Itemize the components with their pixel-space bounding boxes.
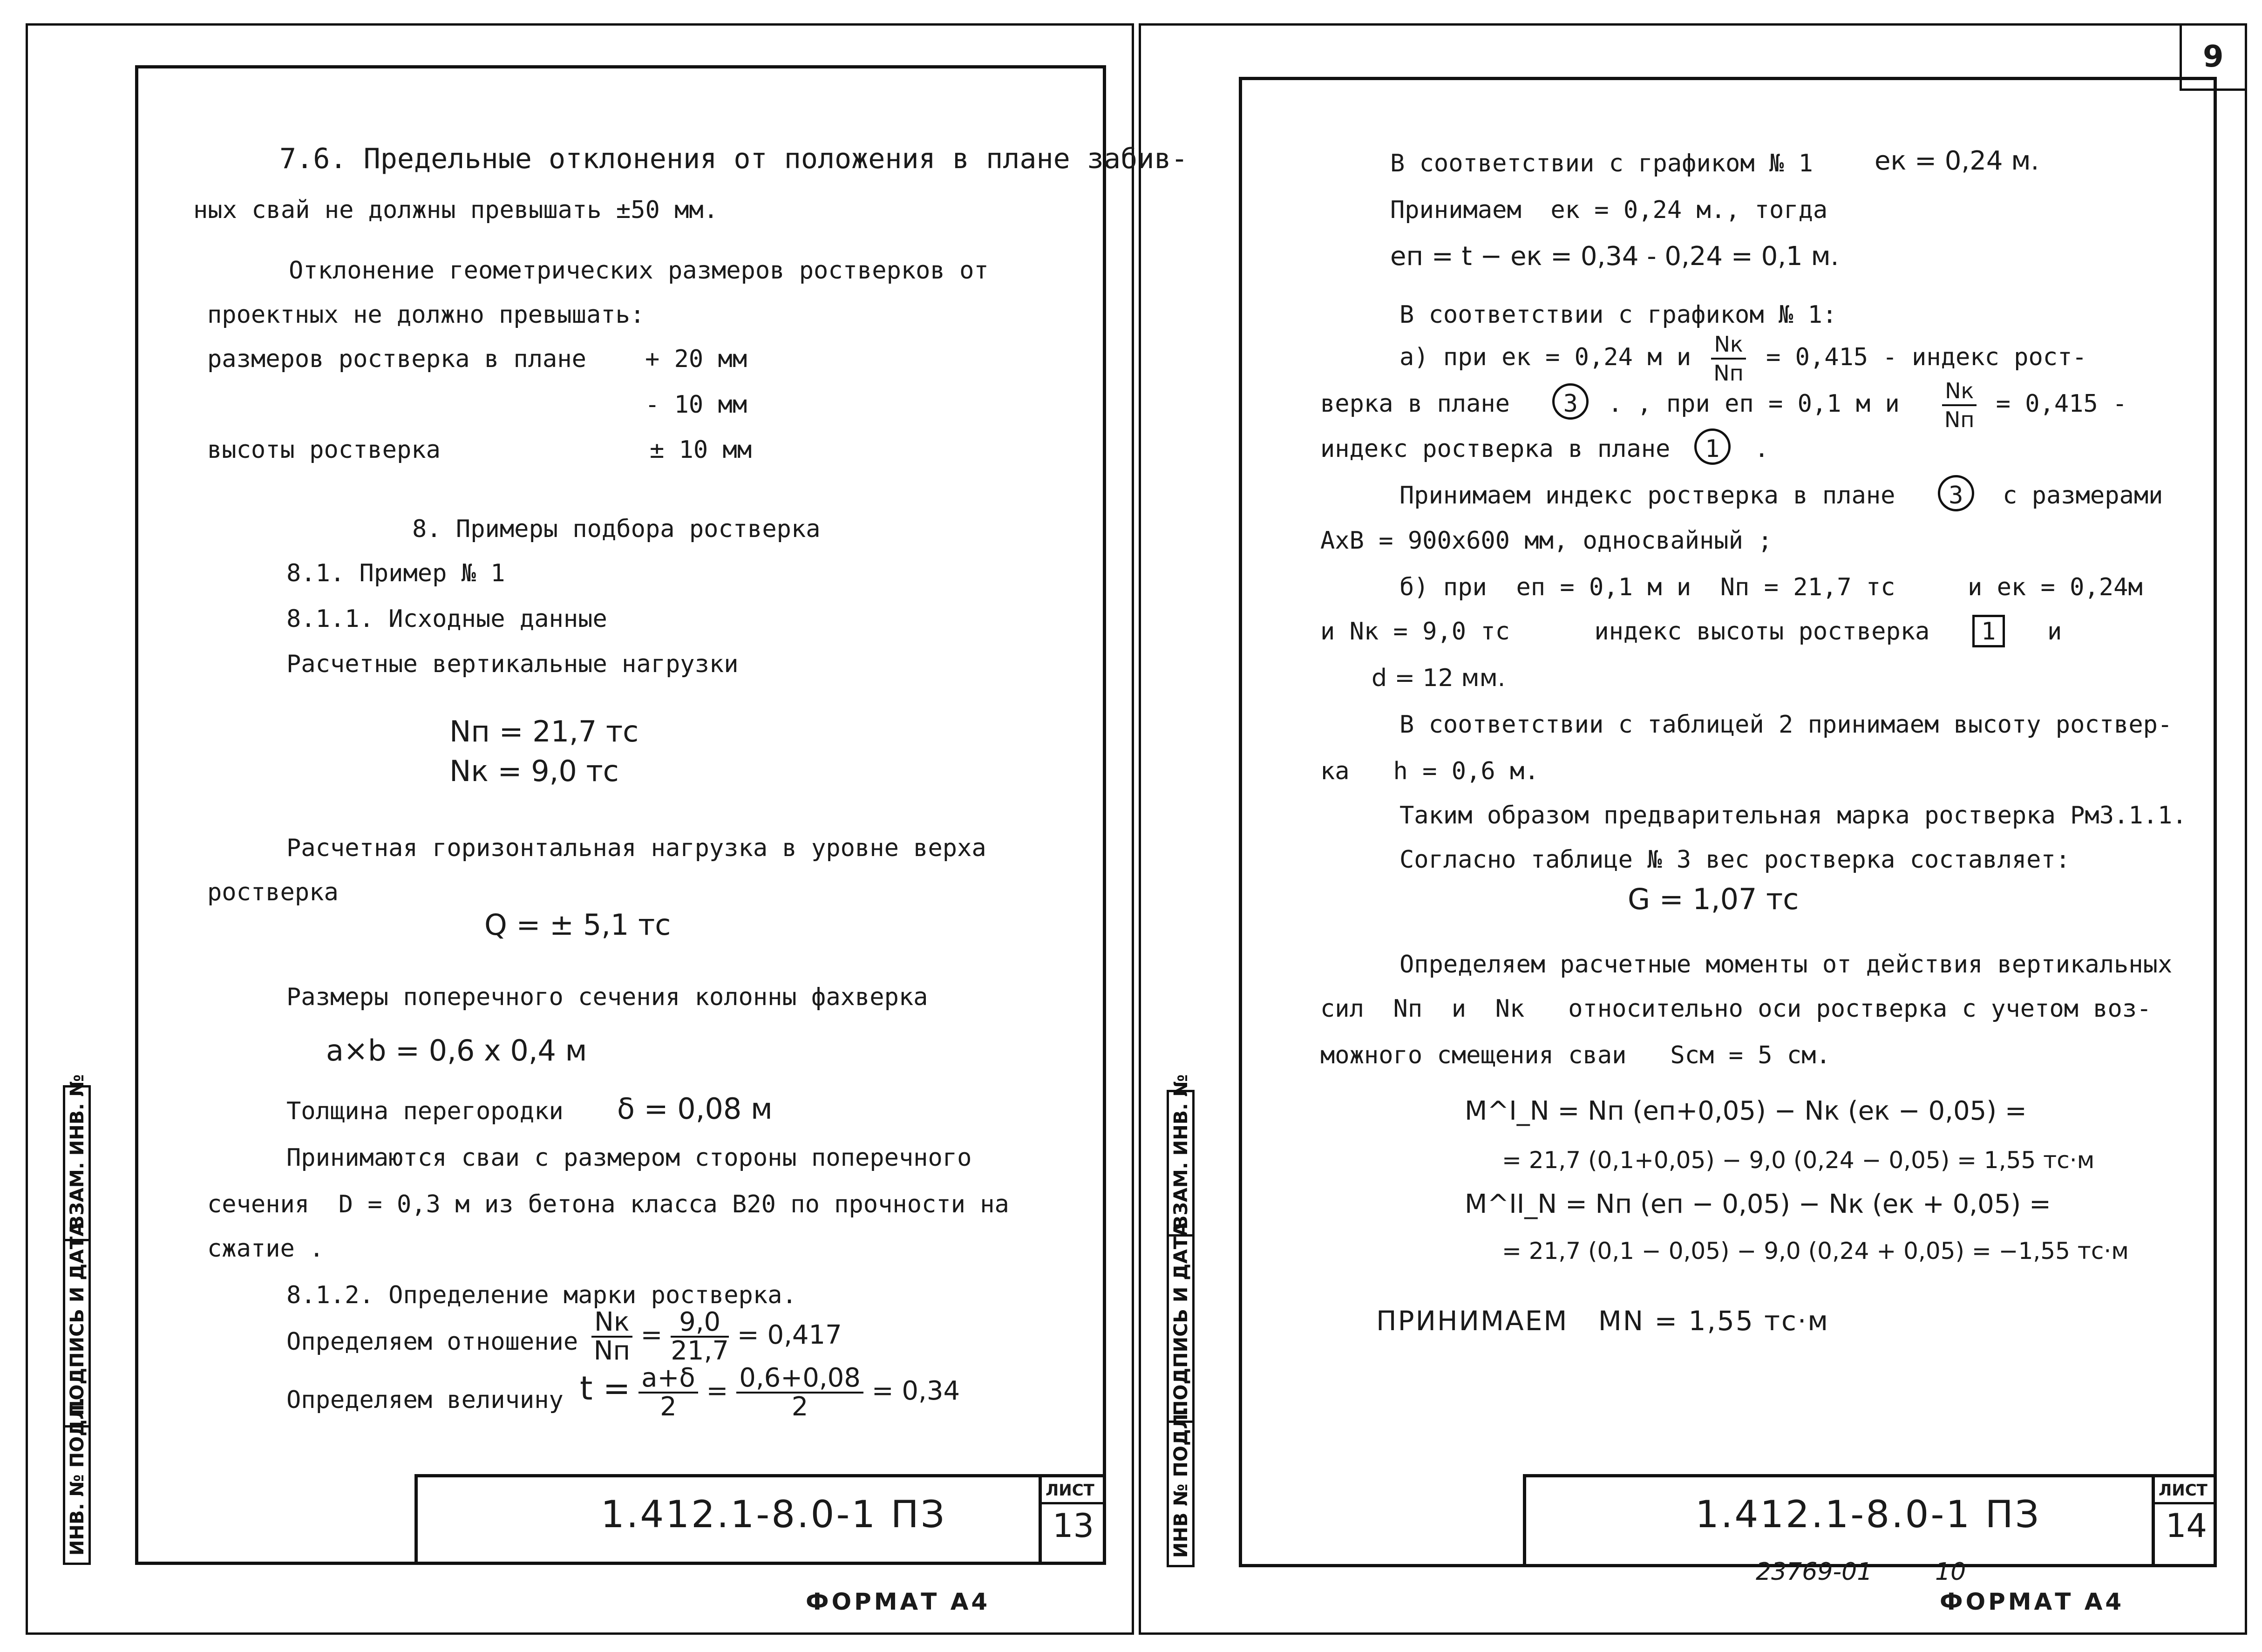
r5-num: Nк — [1711, 331, 1746, 360]
r5-den: Nп — [1713, 360, 1744, 386]
left-Nk: Nк = 9,0 тс — [449, 754, 619, 788]
left-side-vzam: ВЗАМ. ИНВ. № — [67, 1074, 88, 1230]
left-piles3: сжатие . — [207, 1235, 324, 1263]
r11c: и — [2047, 618, 2062, 646]
left-format: ФОРМАТ А4 — [806, 1588, 991, 1615]
left-title-sheet-divider — [1039, 1474, 1042, 1565]
right-r8 — [1399, 475, 2163, 511]
ratio-den-1: Nп — [593, 1336, 631, 1366]
right-side-vzam: ВЗАМ. ИНВ. № — [1170, 1074, 1192, 1230]
left-axb: a×b = 0,6 x 0,4 м — [326, 1033, 587, 1067]
right-title-sheet-hline — [2152, 1502, 2217, 1504]
right-bottom-code: 23769-01 — [1756, 1558, 1873, 1586]
right-side-podpis: ПОДПИСЬ И ДАТА — [1170, 1222, 1192, 1416]
left-vert-loads: Расчетные вертикальные нагрузки — [286, 650, 739, 678]
right-r3: eп = t − eк = 0,34 - 0,24 = 0,1 м. — [1390, 241, 1839, 272]
right-m1b: = 21,7 (0,1+0,05) − 9,0 (0,24 − 0,05) = 1,55 тс·м — [1502, 1147, 2095, 1174]
left-ratio-label: Определяем отношение — [286, 1328, 578, 1356]
left-sec81-heading: 8.1. Пример № 1 — [286, 559, 505, 587]
left-piles1: Принимаются сваи с размером стороны поперечного — [286, 1144, 972, 1172]
right-r10a: б) при eп = 0,1 м и Nп = 21,7 тс — [1399, 573, 1895, 601]
t-sym: t = — [580, 1369, 631, 1408]
left-partition-label: Толщина перегородки — [286, 1097, 564, 1125]
right-r15: Таким образом предварительная марка ростверка Рм3.1.1. — [1399, 802, 2187, 829]
left-sec812: 8.1.2. Определение марки ростверка. — [286, 1281, 797, 1309]
r6b: . , при eп = 0,1 м и — [1608, 390, 1900, 418]
right-r2: Принимаем eк = 0,24 м., тогда — [1390, 196, 1828, 224]
ratio-eq: = — [640, 1320, 663, 1351]
page-number: 9 — [2203, 40, 2224, 74]
r8-circled-index: 3 — [1938, 475, 1974, 511]
right-acceptance: ПРИНИМАЕМ MN = 1,55 тс·м — [1376, 1305, 1830, 1337]
r6-num: Nк — [1942, 377, 1977, 406]
left-side-inv: ИНВ. № ПОДЛ. — [67, 1397, 88, 1556]
left-sec8-heading: 8. Примеры подбора ростверка — [412, 515, 821, 543]
left-dim-height-val: ± 10 мм — [650, 436, 752, 464]
left-sec811-heading: 8.1.1. Исходные данные — [286, 605, 607, 633]
left-partition-val: δ = 0,08 м — [617, 1092, 773, 1126]
right-r4: В соответствии с графиком № 1: — [1399, 301, 1837, 329]
left-ratio-formula — [591, 1309, 842, 1365]
r6-den: Nп — [1944, 407, 1975, 432]
right-r18: Определяем расчетные моменты от действия вертикальных — [1399, 951, 2173, 979]
right-format: ФОРМАТ А4 — [1940, 1588, 2125, 1615]
t-den-1: 2 — [660, 1392, 677, 1422]
left-dim-plan: размеров ростверка в плане — [207, 345, 586, 373]
r11b: индекс высоты ростверка — [1594, 618, 1930, 646]
r6a: верка в плане — [1320, 390, 1510, 418]
r7b: . — [1754, 435, 1769, 463]
right-sheet-number: 14 — [2166, 1507, 2208, 1545]
left-col-sec: Размеры поперечного сечения колонны фахверка — [286, 983, 928, 1011]
right-m2b: = 21,7 (0,1 − 0,05) − 9,0 (0,24 + 0,05) = −1,55 тс·м — [1502, 1237, 2129, 1264]
right-title-sheet-divider — [2152, 1474, 2155, 1567]
ratio-num-1: Nк — [591, 1309, 632, 1338]
left-doc-code: 1.412.1-8.0-1 ПЗ — [601, 1493, 947, 1536]
t-result: = 0,34 — [871, 1376, 960, 1407]
left-sheet-label: ЛИСТ — [1046, 1481, 1094, 1500]
left-horiz1: Расчетная горизонтальная нагрузка в уровне верха — [286, 834, 986, 862]
r7a: индекс ростверка в плане — [1320, 435, 1671, 463]
right-r14: ка h = 0,6 м. — [1320, 757, 1539, 785]
right-r6 — [1320, 377, 2127, 433]
right-r17: G = 1,07 тс — [1628, 882, 1799, 916]
left-sheet-number: 13 — [1053, 1507, 1094, 1545]
left-dev2: проектных не должно превышать: — [207, 301, 645, 329]
r8b: с размерами — [2003, 482, 2163, 510]
right-r12: d = 12 мм. — [1372, 664, 1506, 692]
right-r11 — [1320, 615, 2062, 647]
left-p76-a: 7.6. Предельные отклонения от положения в плане забив- — [279, 143, 1188, 175]
right-r16: Согласно таблице № 3 вес ростверка составляет: — [1399, 846, 2071, 874]
right-r9: AxB = 900x600 мм, односвайный ; — [1320, 527, 1773, 555]
right-bottom-num: 10 — [1935, 1558, 1966, 1586]
left-t-label: Определяем величину — [286, 1386, 564, 1414]
right-r1b: eк = 0,24 м. — [1875, 146, 2039, 176]
ratio-num-2: 9,0 — [671, 1309, 729, 1338]
right-doc-code: 1.412.1-8.0-1 ПЗ — [1695, 1493, 2041, 1536]
right-m1a: M^I_N = Nп (eп+0,05) − Nк (eк − 0,05) = — [1465, 1096, 2027, 1126]
left-Q: Q = ± 5,1 тс — [484, 908, 671, 942]
left-horiz2: ростверка — [207, 878, 339, 906]
left-dim-plan-minus: - 10 мм — [645, 391, 747, 419]
left-Nn: Nп = 21,7 тс — [449, 714, 639, 748]
left-side-podpis: ПОДПИСЬ И ДАТА — [67, 1222, 88, 1416]
right-r10b: и eк = 0,24м — [1968, 573, 2143, 601]
right-r19: сил Nп и Nк относительно оси ростверка с учетом воз- — [1320, 995, 2152, 1023]
t-den-2: 2 — [791, 1392, 808, 1422]
t-num-2: 0,6+0,08 — [736, 1365, 863, 1394]
right-m2a: M^II_N = Nп (eп − 0,05) − Nк (eк + 0,05) = — [1465, 1189, 2051, 1219]
r5b: = 0,415 - индекс рост- — [1766, 343, 2087, 371]
left-p76-b: ных свай не должны превышать ±50 мм. — [193, 196, 719, 224]
r6-circled-index: 3 — [1552, 383, 1589, 420]
right-r1a: В соответствии с графиком № 1 — [1390, 150, 1813, 177]
right-r13: В соответствии с таблицей 2 принимаем высоту роствер- — [1399, 711, 2173, 739]
right-r7 — [1320, 428, 1769, 465]
right-r20: можного смещения сваи Sсм = 5 см. — [1320, 1041, 1831, 1069]
left-dim-plan-plus: + 20 мм — [645, 345, 747, 373]
ratio-result: = 0,417 — [737, 1320, 842, 1351]
r11a: и Nк = 9,0 тс — [1320, 618, 1510, 646]
ratio-den-2: 21,7 — [671, 1336, 729, 1366]
r8a: Принимаем индекс ростверка в плане — [1399, 482, 1895, 510]
r7-circled-index: 1 — [1694, 428, 1731, 465]
r11-boxed-index: 1 — [1972, 615, 2005, 647]
left-piles2: сечения D = 0,3 м из бетона класса В20 по прочности на — [207, 1190, 1009, 1218]
right-side-inv: ИНВ № ПОДЛ. — [1170, 1407, 1192, 1558]
left-title-sheet-hline — [1039, 1502, 1106, 1504]
left-dev1: Отклонение геометрических размеров ростверков от — [289, 257, 989, 285]
right-sheet-label: ЛИСТ — [2159, 1481, 2208, 1500]
t-eq: = — [706, 1376, 728, 1407]
r6c: = 0,415 - — [1996, 390, 2127, 418]
left-t-formula — [580, 1365, 960, 1421]
t-num-1: a+δ — [639, 1365, 698, 1394]
r5a: а) при eк = 0,24 м и — [1399, 343, 1691, 371]
left-dim-height: высоты ростверка — [207, 436, 441, 464]
